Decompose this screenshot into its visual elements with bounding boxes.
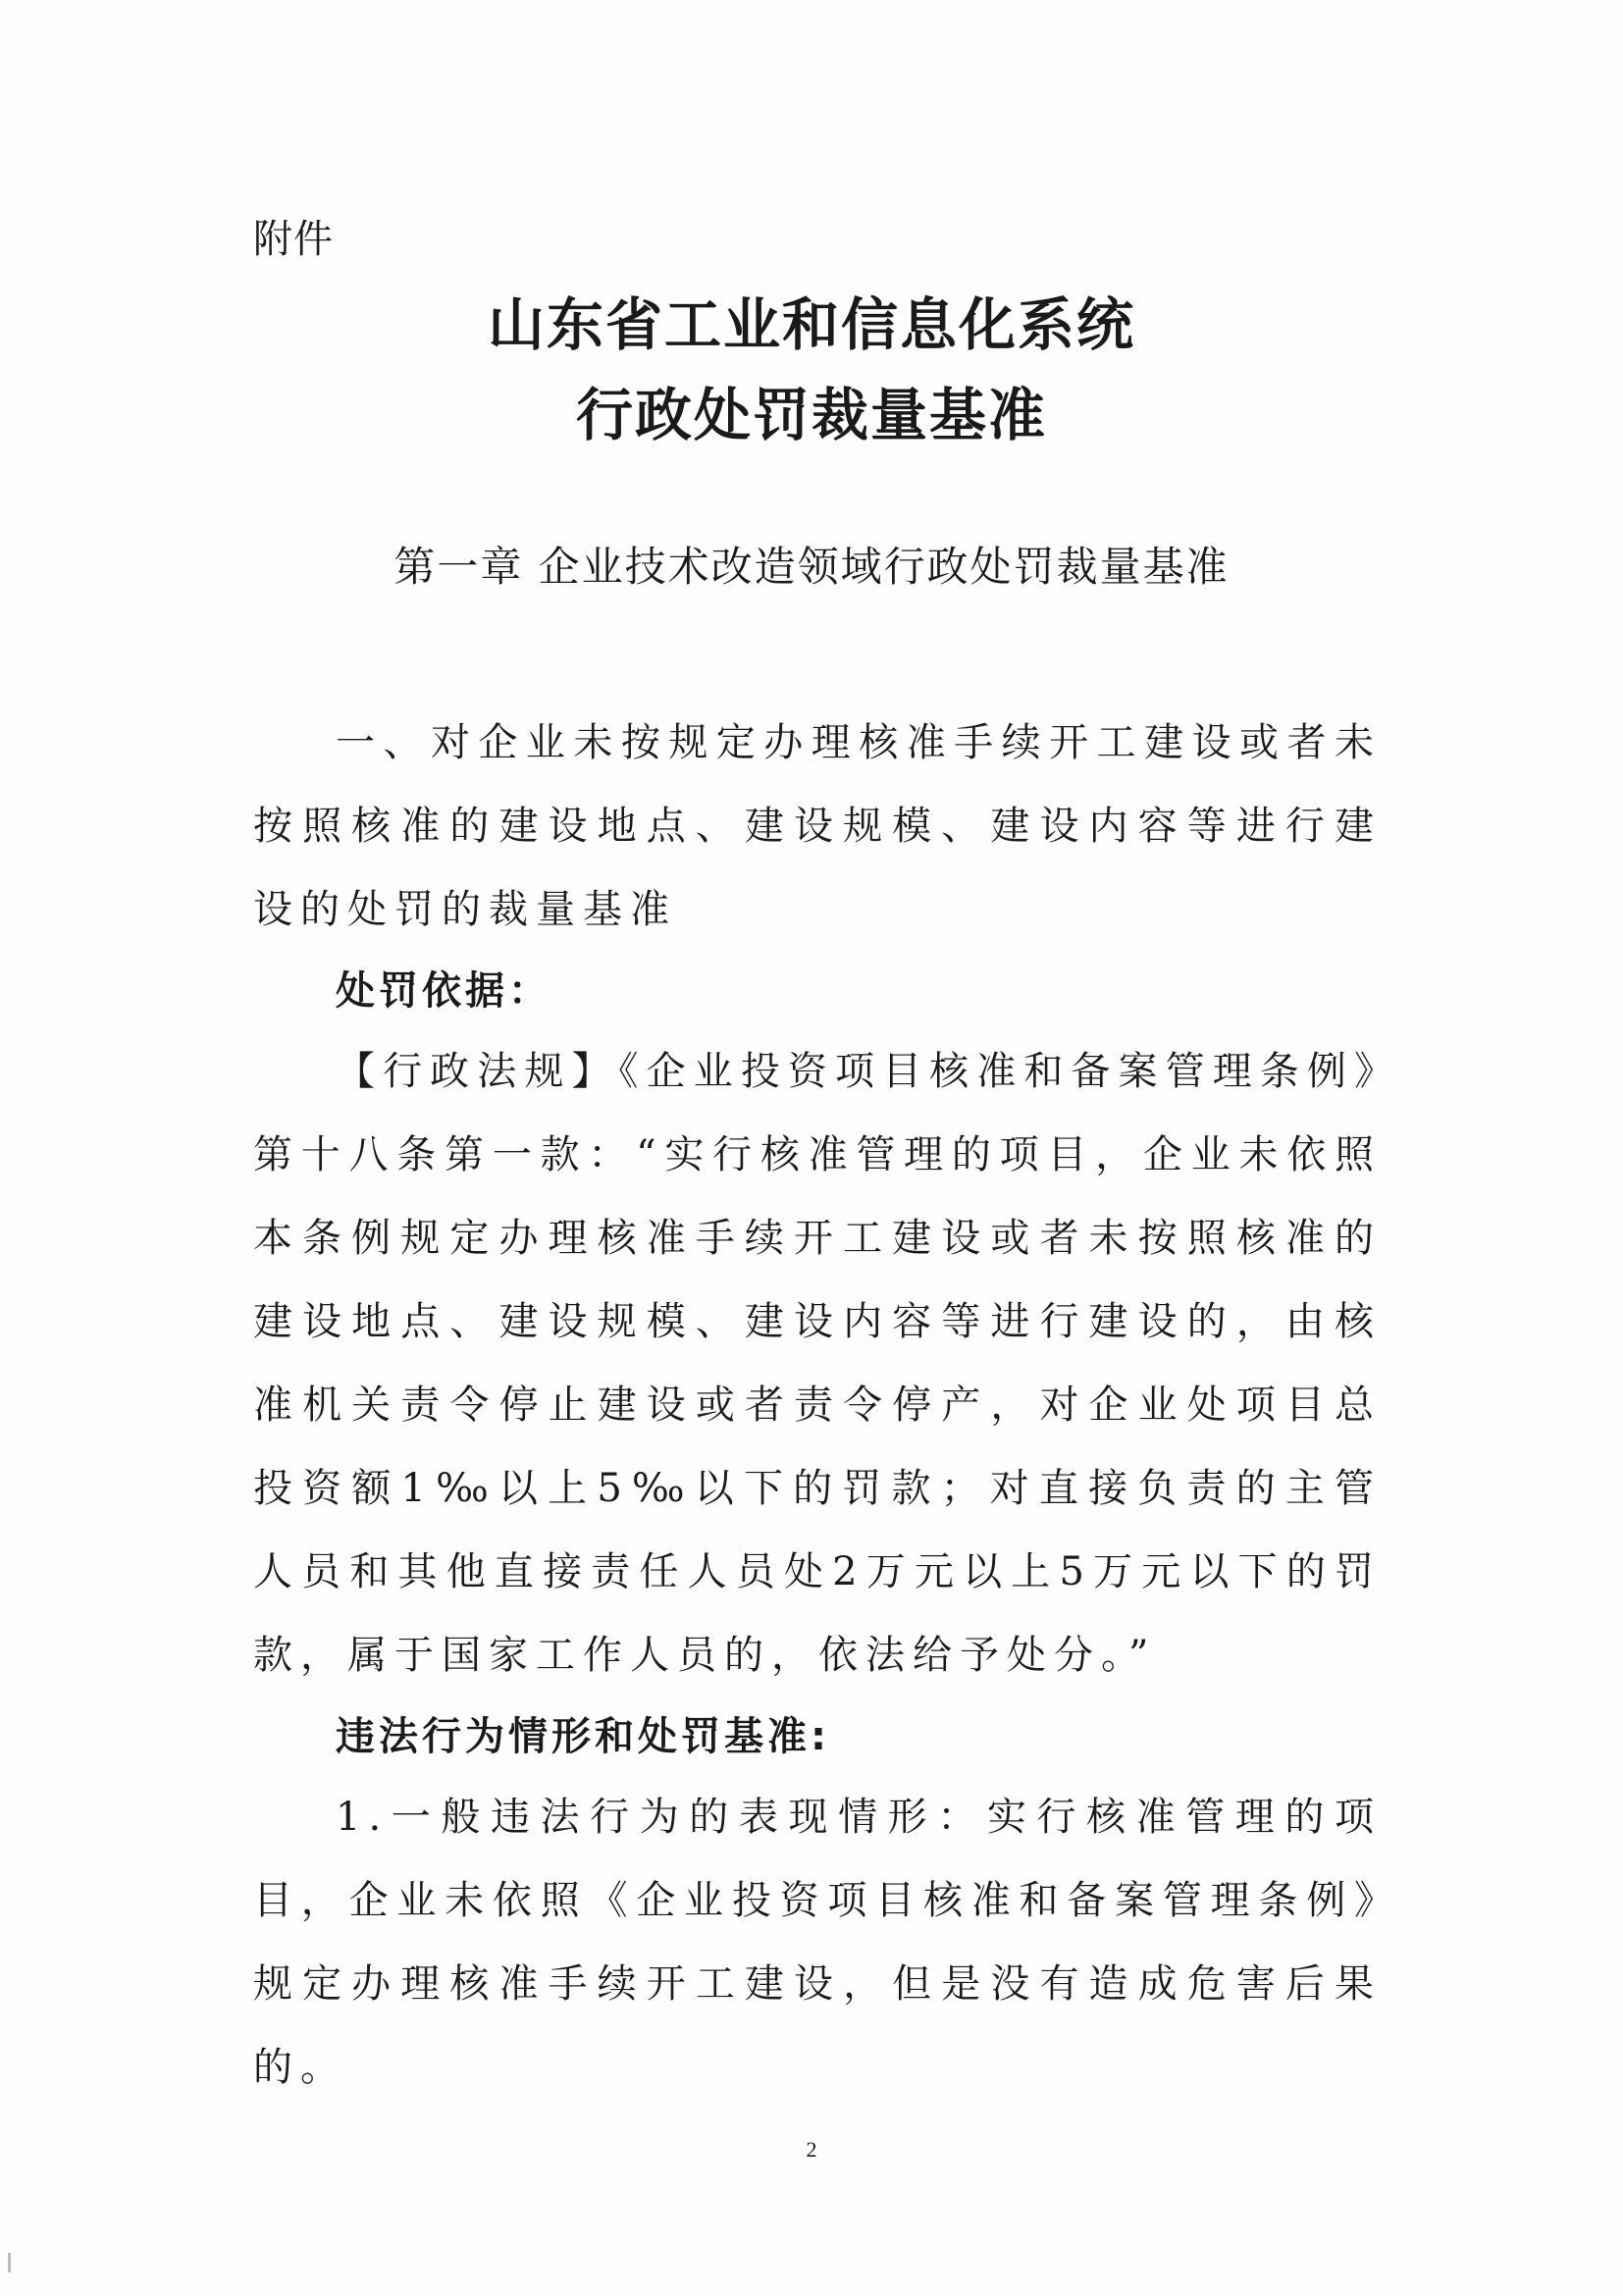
basis-heading: 处罚依据： [336,968,551,1014]
document-title [0,280,1623,460]
standards-heading: 违法行为情形和处罚基准: [336,1714,830,1759]
attachment-label: 附件 [253,217,334,262]
title-line-1: 山东省工业和信息化系统 [487,291,1135,358]
title-line-2: 行政处罚裁量基准 [575,382,1047,448]
page-number: 2 [806,2137,817,2162]
standard-item-1: 1.一般违法行为的表现情形：实行核准管理的项目，企业未依照《企业投资项目核准和备案管理条例》规定办理核准手续开工建设，但是没有造成危害后果的。 [253,1795,1382,2090]
section-heading: 一、对企业未按规定办理核准手续开工建设或者未按照核准的建设地点、建设规模、建设内容等进行建设的处罚的裁量基准 [253,720,1382,932]
basis-paragraph: 【行政法规】《企业投资项目核准和备案管理条例》第十八条第一款：“实行核准管理的项目，企业未依照本条例规定办理核准手续开工建设或者未按照核准的建设地点、建设规模、建设内容等进行建设的，由核准机关责令停止建设或者责令停产，对企业处项目总投资额1‰以上5‰以下的罚款；对直接负责的主管人员和其他直接责任人员处2万元以上5万元以下的罚款，属于国家工作人员的，依法给予处分。” [253,1049,1382,1678]
chapter-title: 第一章 企业技术改造领域行政处罚裁量基准 [393,543,1230,591]
scan-artifact [8,2253,11,2272]
